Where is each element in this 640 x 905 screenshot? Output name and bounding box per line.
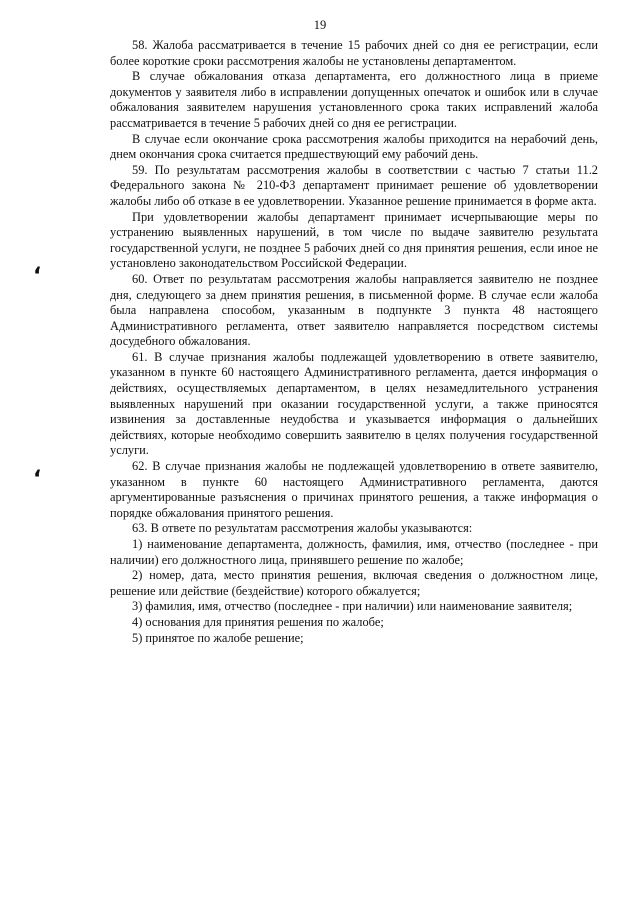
paragraph-61: 61. В случае признания жалобы подлежащей удовлетворению в ответе заявителю, указанном в пункте 60 настоящего Административного регламента, дается информация о действиях, осуществляемых департаментом, в целях незамедлительного устранения выявленных нарушений при оказании государственной услуги, а также приносятся извинения за доставленные неудобства и указывается информация о дальнейших действиях, которые необходимо совершить заявителю в целях получения государственной услуги.: [110, 349, 598, 458]
paragraph: В случае обжалования отказа департамента, его должностного лица в приеме документов у заявителя либо в исправлении допущенных опечаток и ошибок или в случае обжалования заявителем нарушения установленного срока таких исправлений жалоба рассматривается в течение 5 рабочих дней со дня ее регистрации.: [110, 69, 598, 130]
margin-mark: ‘: [33, 467, 42, 492]
margin-mark: ‘: [33, 264, 42, 289]
list-item: 1) наименование департамента, должность, фамилия, имя, отчество (последнее - при наличии) его должностного лица, принявшего решение по жалобе;: [110, 537, 598, 567]
paragraph: В случае если окончание срока рассмотрения жалобы приходится на нерабочий день, днем окончания срока считается предшествующий ему рабочий день.: [110, 131, 598, 162]
paragraph-60: 60. Ответ по результатам рассмотрения жалобы направляется заявителю не позднее дня, следующего за днем принятия решения, в письменной форме. В случае если жалоба была направлена способом, указанным в подпункте 3 пункта 48 настоящего Административного регламента, ответ заявителю направляется посредством системы досудебного обжалования.: [110, 271, 598, 349]
paragraph-62: 62. В случае признания жалобы не подлежащей удовлетворению в ответе заявителю, указанном в пункте 60 настоящего Административного регламента, даются аргументированные разъяснения о причинах принятого решения, а также информация о порядке обжалования принятого решения.: [110, 459, 598, 520]
list-item: 2) номер, дата, место принятия решения, включая сведения о должностном лице, решение или действие (бездействие) которого обжалуется;: [110, 568, 598, 598]
paragraph: При удовлетворении жалобы департамент принимает исчерпывающие меры по устранению выявленных нарушений, в том числе по выдаче заявителю результата государственной услуги, не позднее 5 рабочих дней со дня принятия решения, если иное не установлено законодательством Российской Федерации.: [110, 209, 598, 271]
paragraph-59: 59. По результатам рассмотрения жалобы в соответствии с частью 7 статьи 11.2 Федерального закона № 210-ФЗ департамент принимает решение об удовлетворении жалобы либо об отказе в ее удовлетворении. Указанное решение принимается в форме акта.: [110, 162, 598, 208]
document-body: [110, 38, 598, 646]
paragraph-63: 63. В ответе по результатам рассмотрения жалобы указываются:: [132, 521, 473, 536]
list-item: 3) фамилия, имя, отчество (последнее - при наличии) или наименование заявителя;: [132, 599, 573, 614]
page-number: 19: [313, 18, 327, 32]
paragraph-58: 58. Жалоба рассматривается в течение 15 рабочих дней со дня ее регистрации, если более короткие сроки рассмотрения жалобы не установлены департаментом.: [110, 38, 598, 68]
list-item: 4) основания для принятия решения по жалобе;: [132, 614, 384, 629]
list-item: 5) принятое по жалобе решение;: [132, 630, 304, 645]
